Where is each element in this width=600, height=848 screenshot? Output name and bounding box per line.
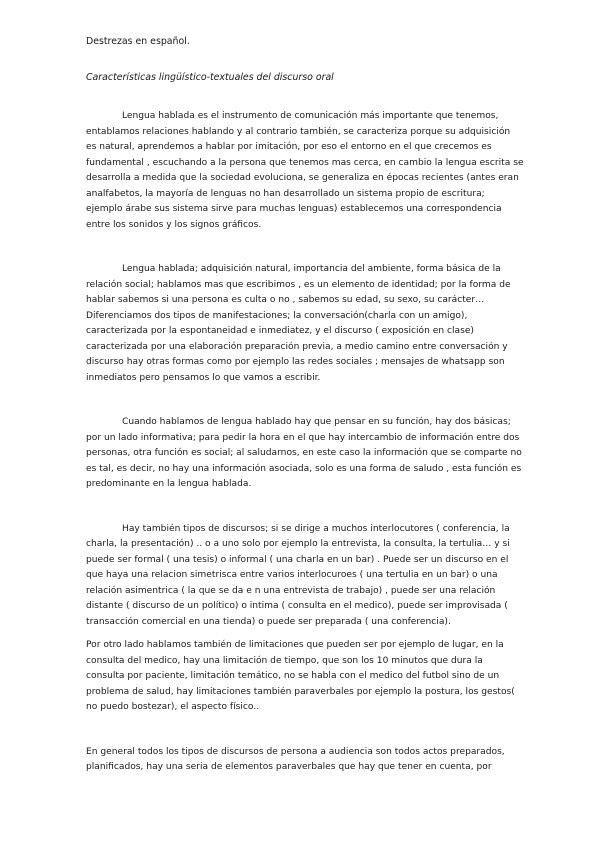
paragraph-line: es tal, es decir, no hay una información asociada, solo es una forma de saludo , esta función es xyxy=(86,463,522,474)
course-heading: Destrezas en español. xyxy=(86,36,190,47)
paragraph-line: Por otro lado hablamos también de limitaciones que pueden ser por ejemplo de lugar, en la xyxy=(86,640,504,650)
paragraph-line: planificados, hay una seria de elementos paraverbales que hay que tener en cuenta, por xyxy=(86,762,492,772)
document-title: Características lingüístico-textuales del discurso oral xyxy=(86,72,334,83)
paragraph-line: En general todos los tipos de discursos de persona a audiencia son todos actos preparados, xyxy=(86,746,505,757)
paragraph-line: personas, otra función es social; al saludarnos, en este caso la información que se comparte no xyxy=(86,448,522,458)
paragraph-line: fundamental , escuchando a la persona que tenemos mas cerca, en cambio la lengua escrita se xyxy=(86,157,524,168)
paragraph-line: desarrolla a medida que la sociedad evoluciona, se generaliza en épocas recientes (antes eran xyxy=(86,173,519,183)
paragraph-line: entre los sonidos y los signos gráficos. xyxy=(86,219,262,230)
document-page xyxy=(86,36,524,776)
paragraph-line: Cuando hablamos de lengua hablado hay que pensar en su función, hay dos básicas; xyxy=(122,417,511,427)
paragraph-line: consulta por paciente, limitación temático, no se habla con el medico del futbol sino de un xyxy=(86,671,500,681)
paragraph-lengua-hablada xyxy=(86,109,524,233)
paragraph-line: por un lado informativa; para pedir la hora en el que hay intercambio de información entre dos xyxy=(86,432,520,443)
paragraph-line: problema de salud, hay limitaciones también paraverbales por ejemplo la postura, los gestos( xyxy=(86,686,515,697)
paragraph-line: hablar sabemos si una persona es culta o no , sabemos su edad, su sexo, su carácter… xyxy=(86,295,485,305)
paragraph-adquisicion xyxy=(86,262,514,386)
paragraph-limitaciones xyxy=(86,638,514,716)
paragraph-line: relación social; hablamos mas que escribimos , es un elemento de identidad; por la forma de xyxy=(86,279,511,290)
paragraph-line: es natural, aprendemos a hablar por imitación, por eso el entorno en el que crecemos es xyxy=(86,142,492,152)
paragraph-line: Diferenciamos dos tipos de manifestaciones; la conversación(charla con un amigo), xyxy=(86,310,468,321)
paragraph-line: entablamos relaciones hablando y al contrario también, se caracteriza porque su adquisición xyxy=(86,126,511,137)
paragraph-line: distante ( discurso de un político) o intima ( consulta en el medico), puede ser improvisada ( xyxy=(86,601,508,611)
paragraph-line: Lengua hablada es el instrumento de comunicación más importante que tenemos, xyxy=(122,111,499,121)
paragraph-line: ejemplo árabe sus sistema sirve para muchas lenguas) establecemos una correspondencia xyxy=(86,204,502,214)
paragraph-line: charla, la presentación) .. o a uno solo por ejemplo la entrevista, la consulta, la tertulia… y si xyxy=(86,539,510,549)
paragraph-line: Hay también tipos de discursos; si se dirige a muchos interlocutores ( conferencia, la xyxy=(122,523,510,534)
paragraph-line: consulta del medico, hay una limitación de tiempo, que son los 10 minutos que dura la xyxy=(86,655,483,666)
paragraph-line: caracterizada por una elaboración preparación previa, a medio camino entre conversación y xyxy=(86,341,508,352)
paragraph-line: Lengua hablada; adquisición natural, importancia del ambiente, forma básica de la xyxy=(122,264,501,274)
paragraph-line: discurso hay otras formas como por ejemplo las redes sociales ; mensajes de whatsapp son xyxy=(86,357,505,367)
paragraph-funcion xyxy=(86,415,522,493)
paragraph-line: caracterizada por la espontaneidad e inmediatez, y el discurso ( exposición en clase) xyxy=(86,326,474,336)
paragraph-line: transacción comercial en una tienda) o puede ser preparada ( una conferencia). xyxy=(86,616,451,627)
paragraph-line: relación asimentrica ( la que se da e n una entrevista de trabajo) , puede ser una relación xyxy=(86,585,496,596)
paragraph-line: puede ser formal ( una tesis) o informal ( una charla en un bar) . Puede ser un discurso en el xyxy=(86,554,509,565)
paragraph-line: inmediatos pero pensamos lo que vamos a escribir. xyxy=(86,372,321,383)
paragraph-line: predominante en la lengua hablada. xyxy=(86,479,252,489)
paragraph-en-general xyxy=(86,745,514,776)
paragraph-line: no puedo bostezar), el aspecto físico.. xyxy=(86,702,260,712)
paragraph-line: que haya una relacion simetrisca entre varios interlocuroes ( una tertulia en un bar) o una xyxy=(86,570,498,580)
paragraph-tipos-discursos xyxy=(86,522,514,631)
paragraph-line: analfabetos, la mayoría de lenguas no han desarrollado un sistema propio de escritura; xyxy=(86,188,485,199)
